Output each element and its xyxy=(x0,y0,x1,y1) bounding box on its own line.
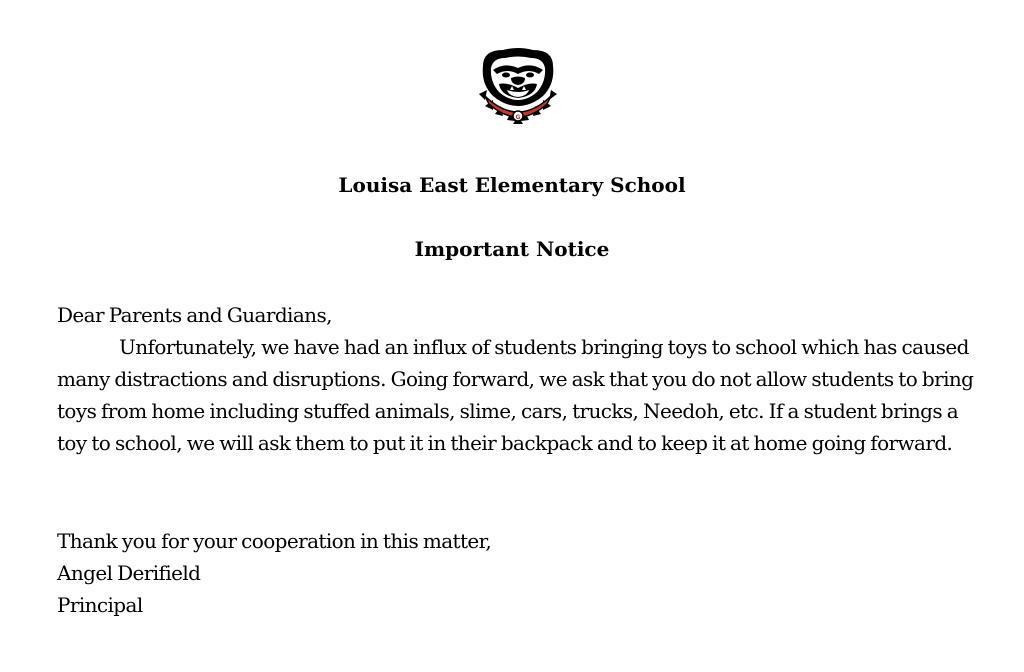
letter-closing: Thank you for your cooperation in this matter, xyxy=(57,529,492,553)
letter-paragraph: Unfortunately, we have had an influx of students bringing toys to school which has caused many distractions and disruptions. Going forward, we ask that you do not allow students to bring toys from home including stuffed animals, slime, cars, trucks, Needoh, etc. If a student brings a toy to school, we will ask them to put it in their backpack and to keep it at home going forward. xyxy=(57,335,974,455)
signer-name: Angel Derifield xyxy=(57,561,201,585)
notice-title: Important Notice xyxy=(414,237,610,261)
letter-greeting: Dear Parents and Guardians, xyxy=(57,303,332,327)
school-name: Louisa East Elementary School xyxy=(338,173,686,197)
svg-text:G: G xyxy=(515,114,521,121)
signer-title: Principal xyxy=(57,593,143,617)
bulldog-mascot-icon xyxy=(473,44,563,130)
